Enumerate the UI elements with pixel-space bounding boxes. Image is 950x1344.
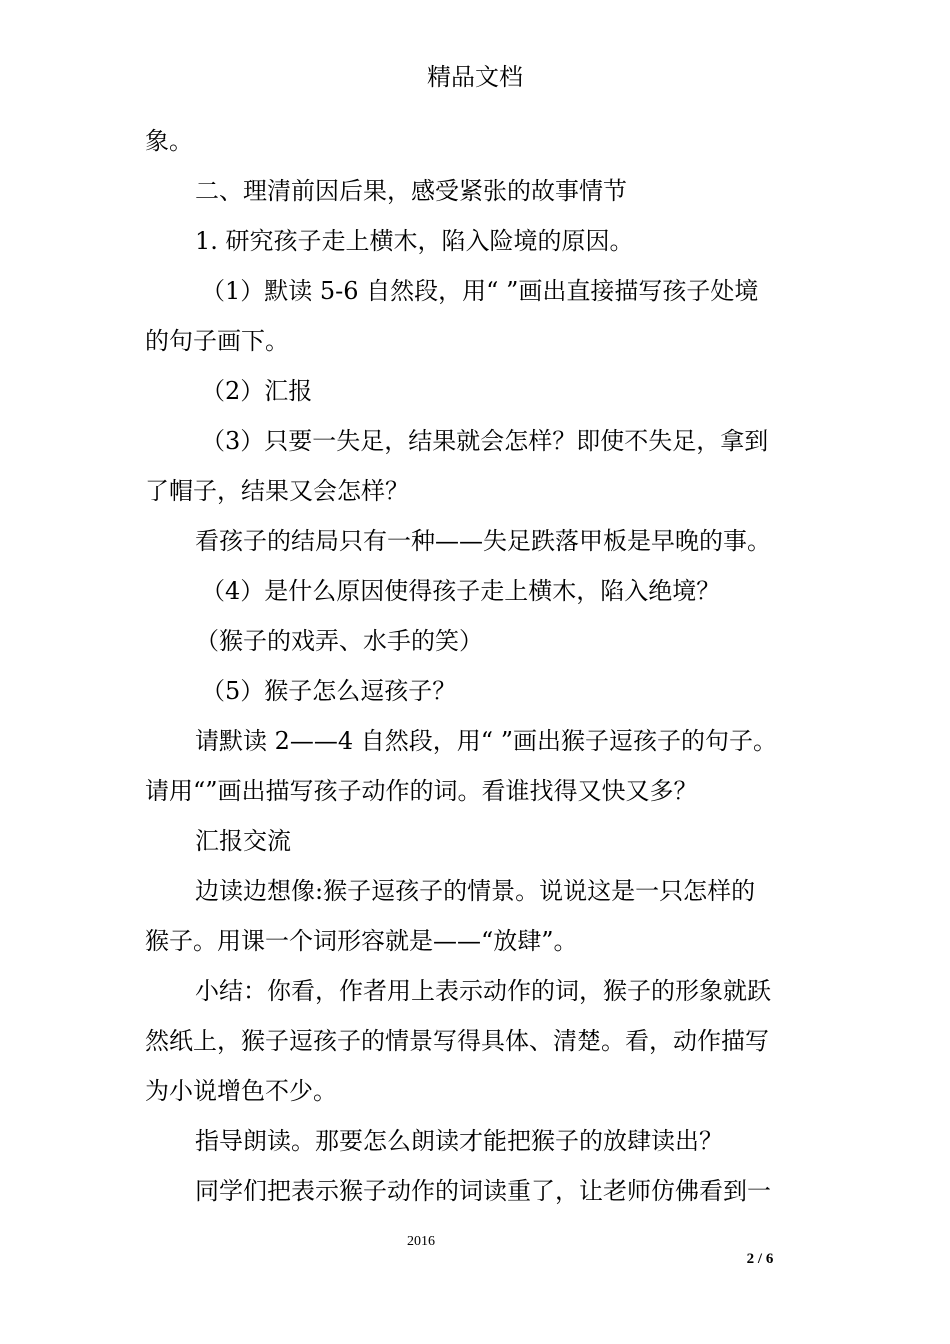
paragraph-line: 看孩子的结局只有一种——失足跌落甲板是早晚的事。 [195,527,771,555]
paragraph-line: （4）是什么原因使得孩子走上横木，陷入绝境？ [201,577,721,605]
footer-year: 2016 [407,1234,435,1249]
paragraph-line: 1. 研究孩子走上横木，陷入险境的原因。 [195,227,634,255]
paragraph-line: 小结：你看，作者用上表示动作的词，猴子的形象就跃 [195,977,771,1005]
paragraph-line: 请用“”画出描写孩子动作的词。看谁找得又快又多？ [145,777,698,805]
paragraph-line: 猴子。用课一个词形容就是——“放肆”。 [145,927,578,955]
paragraph-line: 汇报交流 [195,827,291,855]
paragraph-line: 请默读 2——4 自然段，用“ ”画出猴子逗孩子的句子。 [195,727,777,755]
section-heading: 二、理清前因后果，感受紧张的故事情节 [195,177,627,205]
paragraph-line: 为小说增色不少。 [145,1077,337,1105]
paragraph-line: 的句子画下。 [145,327,289,355]
page-number: 2 / 6 [746,1251,774,1267]
document-body [145,116,810,1216]
paragraph-line: 了帽子，结果又会怎样？ [145,477,409,505]
paragraph-line: 指导朗读。那要怎么朗读才能把猴子的放肆读出？ [195,1127,723,1155]
paragraph-line: 边读边想像:猴子逗孩子的情景。说说这是一只怎样的 [195,877,756,905]
paragraph-line: （5）猴子怎么逗孩子？ [201,677,457,705]
paragraph-line: （猴子的戏弄、水手的笑） [195,627,483,655]
paragraph-line: 然纸上，猴子逗孩子的情景写得具体、清楚。看，动作描写 [145,1027,769,1055]
paragraph-line: 同学们把表示猴子动作的词读重了，让老师仿佛看到一 [195,1177,771,1205]
paragraph-line: （3）只要一失足，结果就会怎样？即使不失足，拿到 [201,427,769,455]
paragraph-line: （1）默读 5-6 自然段，用“ ”画出直接描写孩子处境 [201,277,759,305]
paragraph-line: （2）汇报 [201,377,313,405]
paragraph-line: 象。 [145,127,193,155]
page-header: 精品文档 [427,63,523,91]
